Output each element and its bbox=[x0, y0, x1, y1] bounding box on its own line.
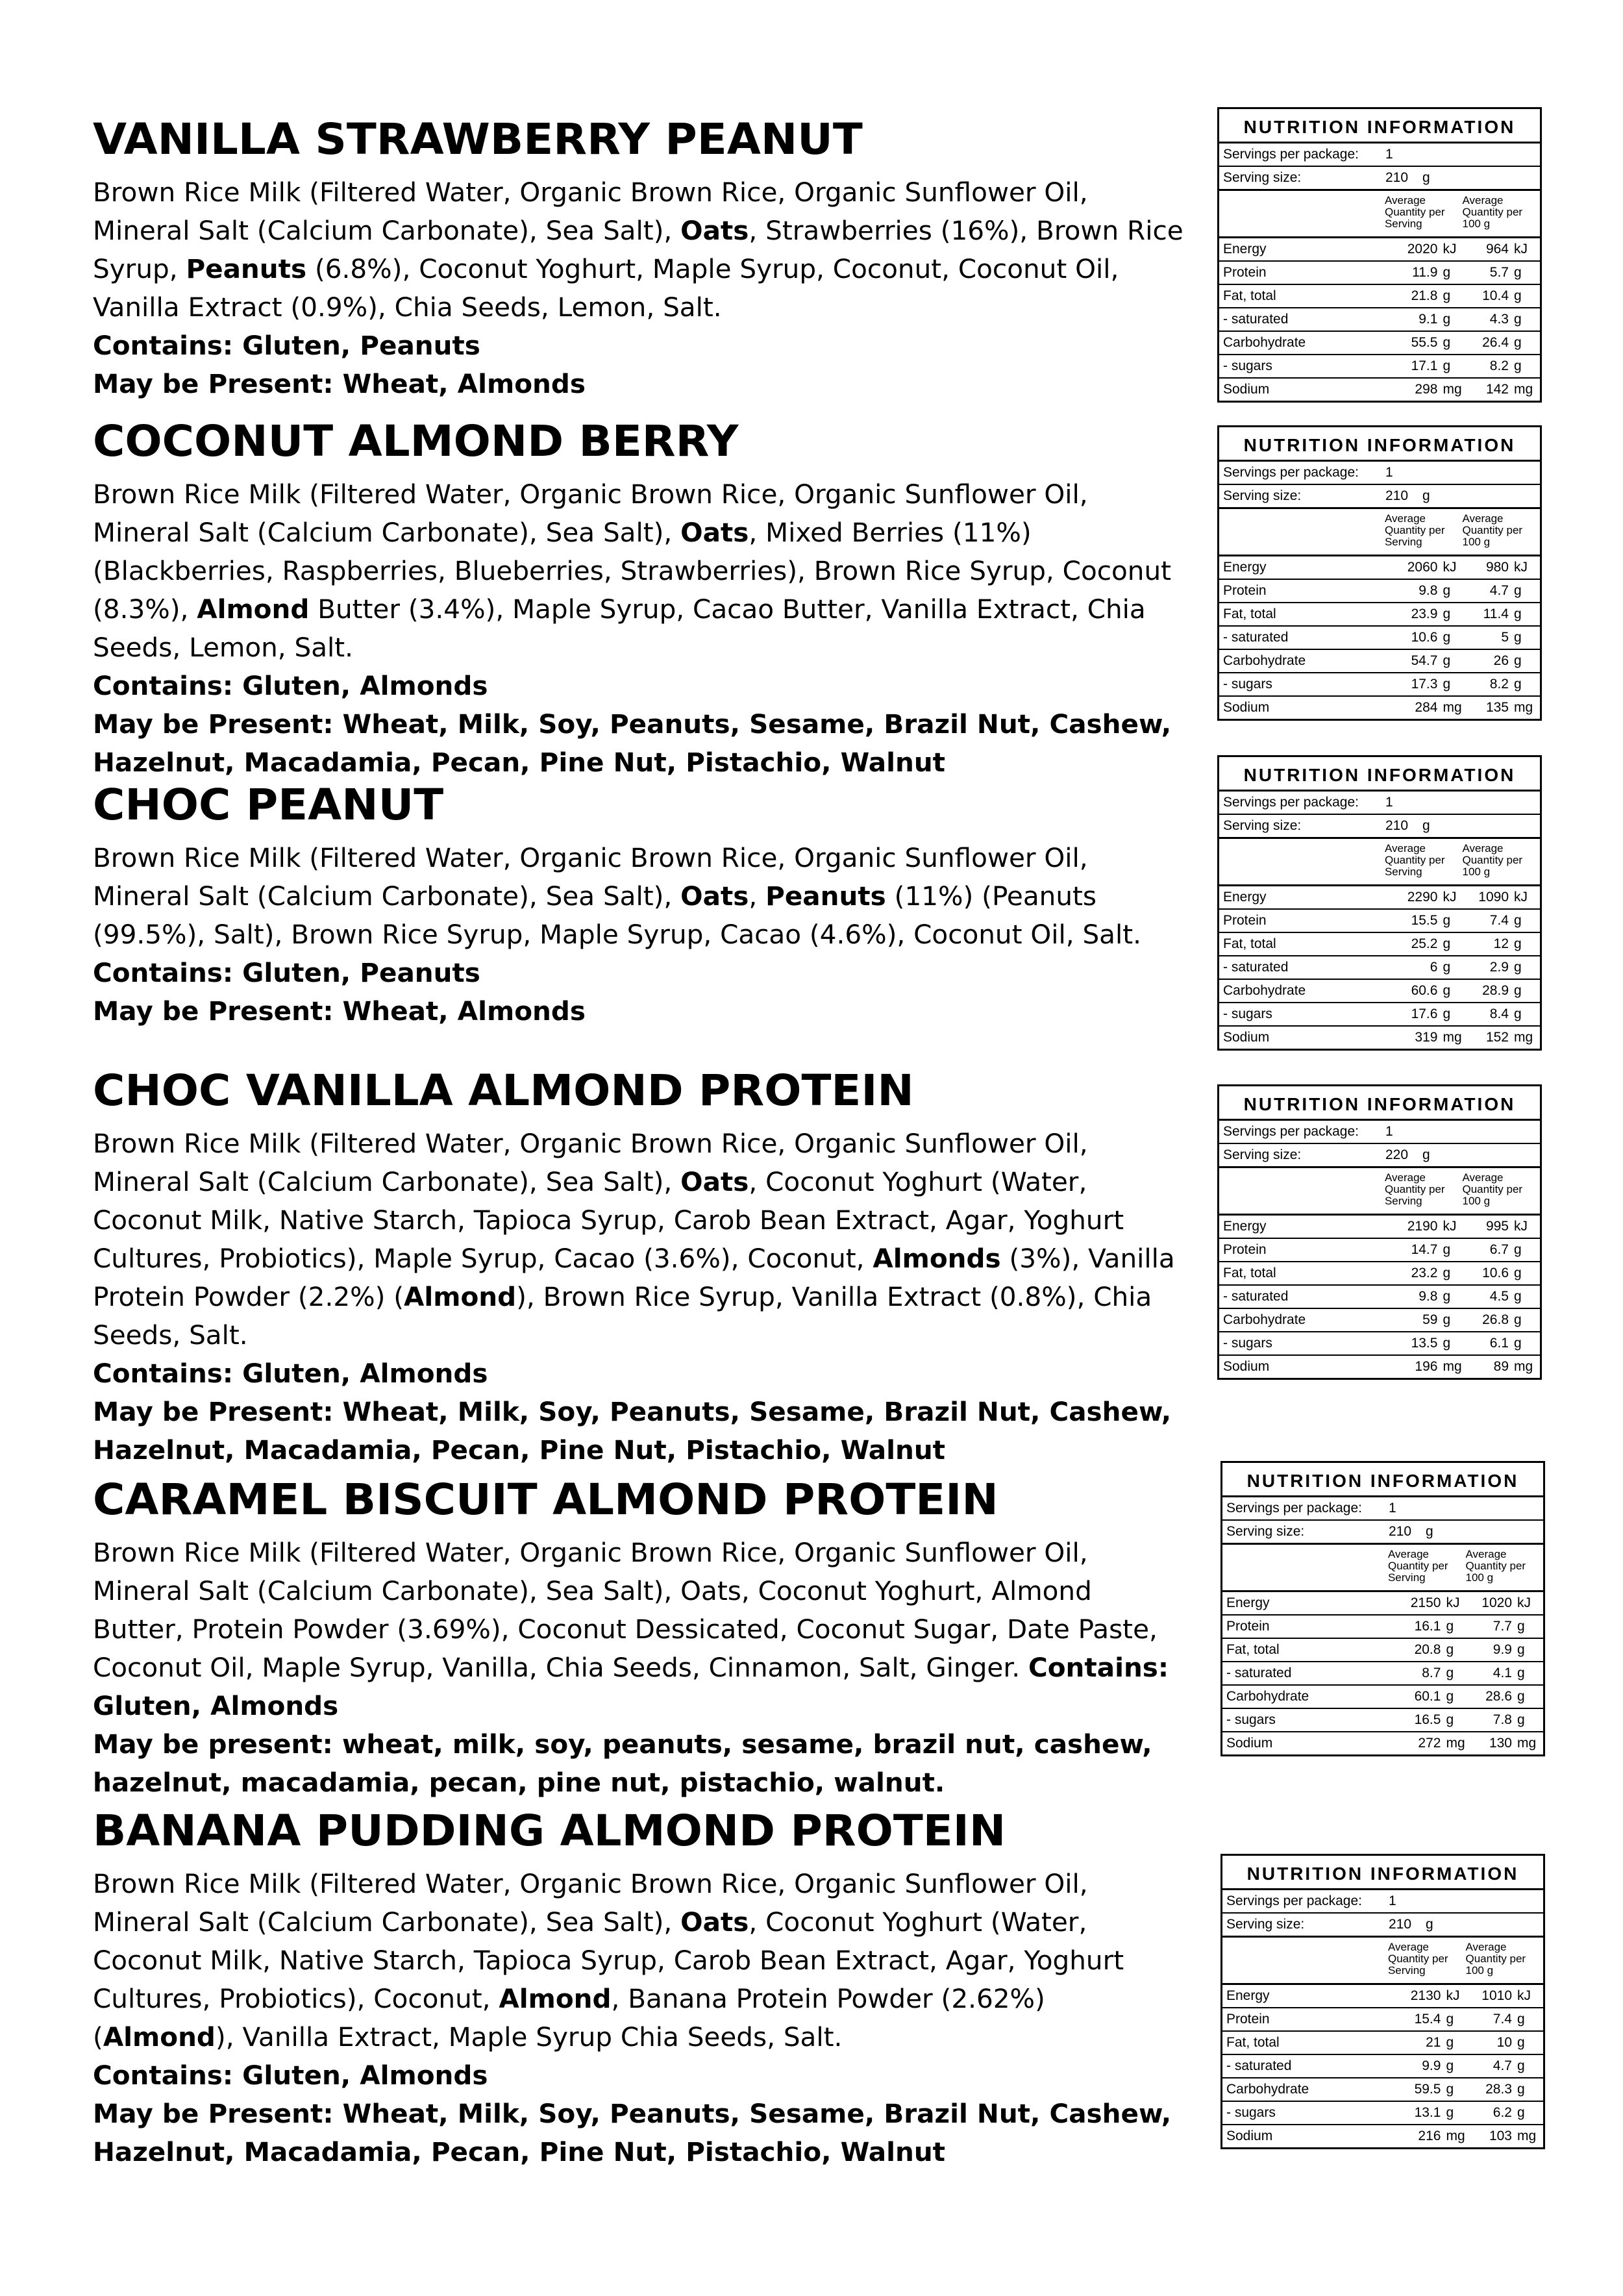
nutrient-name: - sugars bbox=[1223, 358, 1272, 373]
servings-row bbox=[1219, 792, 1540, 815]
per-100g-value: 89 mg bbox=[1493, 1359, 1533, 1374]
per-100g-value: 152 mg bbox=[1485, 1030, 1533, 1045]
nutrient-row bbox=[1219, 238, 1540, 262]
serving-size-unit: g bbox=[1426, 1524, 1433, 1539]
per-serving-value: 23.2 g bbox=[1411, 1266, 1451, 1280]
serving-size-value: 210 bbox=[1389, 1917, 1412, 1932]
nutrient-row bbox=[1219, 1309, 1540, 1332]
nutrient-row bbox=[1219, 1239, 1540, 1262]
per-100g-header: Average Quantity per 100 g bbox=[1462, 194, 1523, 230]
per-100g-value: 1020 kJ bbox=[1481, 1595, 1531, 1610]
nutrient-name: - sugars bbox=[1223, 1006, 1272, 1021]
nutrient-row bbox=[1219, 697, 1540, 719]
nutrient-name: Sodium bbox=[1226, 1736, 1273, 1751]
serving-size-row bbox=[1222, 1521, 1543, 1545]
per-serving-value: 13.1 g bbox=[1414, 2105, 1454, 2120]
nutrition-column-headers bbox=[1222, 1938, 1543, 1985]
per-serving-value: 16.5 g bbox=[1414, 1712, 1454, 1727]
per-100g-value: 9.9 g bbox=[1493, 1642, 1525, 1657]
nutrient-name: Carbohydrate bbox=[1223, 1312, 1306, 1327]
contains-text: Contains: Gluten, Almonds bbox=[93, 670, 488, 701]
per-serving-value: 216 mg bbox=[1418, 2128, 1465, 2143]
per-100g-header: Average Quantity per 100 g bbox=[1462, 1171, 1523, 1207]
per-100g-value: 4.5 g bbox=[1489, 1289, 1522, 1304]
per-100g-value: 4.7 g bbox=[1489, 583, 1522, 598]
per-100g-value: 142 mg bbox=[1485, 382, 1533, 397]
nutrient-name: - saturated bbox=[1226, 2058, 1292, 2073]
nutrient-row bbox=[1219, 886, 1540, 910]
nutrient-name: Protein bbox=[1226, 2012, 1270, 2027]
nutrient-row bbox=[1222, 2078, 1543, 2102]
product-section bbox=[93, 1065, 1183, 1469]
per-serving-value: 2130 kJ bbox=[1410, 1988, 1460, 2003]
serving-size-value: 220 bbox=[1385, 1147, 1409, 1162]
nutrient-name: Carbohydrate bbox=[1226, 1689, 1309, 1704]
servings-value: 1 bbox=[1389, 1501, 1396, 1516]
nutrient-name: Energy bbox=[1223, 560, 1267, 575]
nutrient-row bbox=[1219, 627, 1540, 650]
per-serving-value: 59.5 g bbox=[1414, 2082, 1454, 2097]
nutrition-heading: NUTRITION INFORMATION bbox=[1222, 1856, 1543, 1890]
nutrient-name: Fat, total bbox=[1223, 606, 1276, 621]
ingredients-text: Brown Rice Milk (Filtered Water, Organic Brown Rice, Organic Sunflower Oil, Mineral Salt (Calcium Carbonate), Sea Salt), Oats, Coconut Yoghurt, Almond Butter, Protein Powder (3.69%), Coconut Dessicated, Coconut Sugar, Date Paste, Coconut Oil, Maple Syrup, Vanilla, Chia Seeds, Cinnamon, Salt, Ginger. Contains: Gluten, Almonds bbox=[93, 1537, 1169, 1721]
nutrient-name: Sodium bbox=[1223, 1359, 1270, 1374]
per-100g-value: 7.8 g bbox=[1493, 1712, 1525, 1727]
product-section bbox=[93, 1474, 1183, 1802]
nutrient-row bbox=[1219, 1286, 1540, 1309]
per-serving-value: 9.9 g bbox=[1422, 2058, 1454, 2073]
per-100g-value: 26.4 g bbox=[1482, 335, 1522, 350]
product-section bbox=[93, 416, 1183, 782]
per-serving-value: 59 g bbox=[1422, 1312, 1451, 1327]
nutrient-name: Fat, total bbox=[1226, 1642, 1280, 1657]
per-serving-value: 298 mg bbox=[1415, 382, 1462, 397]
nutrient-name: - saturated bbox=[1223, 312, 1289, 327]
nutrient-name: Protein bbox=[1223, 913, 1267, 928]
nutrient-row bbox=[1219, 1027, 1540, 1049]
ingredients-text: Brown Rice Milk (Filtered Water, Organic Brown Rice, Organic Sunflower Oil, Mineral Salt (Calcium Carbonate), Sea Salt), Oats, Peanuts (11%) (Peanuts (99.5%), Salt), Brown Rice Syrup, Maple Syrup, Cacao (4.6%), Coconut Oil, Salt. bbox=[93, 842, 1141, 950]
per-100g-value: 11.4 g bbox=[1483, 606, 1522, 621]
per-serving-value: 54.7 g bbox=[1411, 653, 1451, 668]
nutrient-name: - sugars bbox=[1223, 677, 1272, 692]
serving-size-row bbox=[1219, 815, 1540, 839]
ingredients-text: Brown Rice Milk (Filtered Water, Organic Brown Rice, Organic Sunflower Oil, Mineral Salt (Calcium Carbonate), Sea Salt), Oats, Coconut Yoghurt (Water, Coconut Milk, Native Starch, Tapioca Syrup, Carob Bean Extract, Agar, Yoghurt Cultures, Probiotics), Maple Syrup, Cacao (3.6%), Coconut, Almonds (3%), Vanilla Protein Powder (2.2%) (Almond), Brown Rice Syrup, Vanilla Extract (0.8%), Chia Seeds, Salt. bbox=[93, 1128, 1175, 1351]
nutrient-name: Energy bbox=[1223, 1219, 1267, 1234]
nutrition-panel bbox=[1220, 1854, 1545, 2149]
per-100g-value: 6.2 g bbox=[1493, 2105, 1525, 2120]
per-100g-value: 6.7 g bbox=[1489, 1242, 1522, 1257]
nutrient-row bbox=[1219, 355, 1540, 379]
product-title: CHOC PEANUT bbox=[93, 780, 444, 830]
product-title: CHOC VANILLA ALMOND PROTEIN bbox=[93, 1066, 914, 1116]
per-serving-value: 23.9 g bbox=[1411, 606, 1451, 621]
may-be-present-text: May be Present: Wheat, Milk, Soy, Peanuts, Sesame, Brazil Nut, Cashew, Hazelnut, Macadamia, Pecan, Pine Nut, Pistachio, Walnut bbox=[93, 1396, 1172, 1466]
per-serving-value: 319 mg bbox=[1415, 1030, 1462, 1045]
servings-row bbox=[1222, 1890, 1543, 1914]
nutrient-name: - saturated bbox=[1226, 1666, 1292, 1680]
nutrition-panel bbox=[1217, 755, 1542, 1051]
nutrient-name: Energy bbox=[1226, 1595, 1270, 1610]
serving-size-row bbox=[1219, 485, 1540, 509]
contains-text: Contains: Gluten, Peanuts bbox=[93, 330, 480, 361]
per-serving-value: 16.1 g bbox=[1414, 1619, 1454, 1634]
per-serving-value: 17.6 g bbox=[1411, 1006, 1451, 1021]
nutrient-name: Fat, total bbox=[1223, 288, 1276, 303]
per-100g-value: 4.1 g bbox=[1493, 1666, 1525, 1680]
per-100g-value: 12 g bbox=[1493, 936, 1522, 951]
nutrient-name: Carbohydrate bbox=[1226, 2082, 1309, 2097]
servings-label: Servings per package: bbox=[1226, 1501, 1362, 1516]
nutrient-row bbox=[1219, 1356, 1540, 1378]
per-serving-value: 25.2 g bbox=[1411, 936, 1451, 951]
nutrition-heading: NUTRITION INFORMATION bbox=[1219, 427, 1540, 462]
per-100g-header: Average Quantity per 100 g bbox=[1465, 1548, 1526, 1584]
per-serving-header: Average Quantity per Serving bbox=[1384, 512, 1445, 548]
nutrient-name: Fat, total bbox=[1223, 1266, 1276, 1280]
per-100g-value: 10.4 g bbox=[1482, 288, 1522, 303]
nutrient-row bbox=[1219, 933, 1540, 956]
serving-size-label: Serving size: bbox=[1226, 1524, 1305, 1539]
per-100g-header: Average Quantity per 100 g bbox=[1465, 1941, 1526, 1977]
nutrient-name: Sodium bbox=[1223, 382, 1270, 397]
per-100g-value: 10.6 g bbox=[1482, 1266, 1522, 1280]
nutrient-name: Carbohydrate bbox=[1223, 983, 1306, 998]
per-serving-value: 2060 kJ bbox=[1407, 560, 1457, 575]
nutrient-name: - saturated bbox=[1223, 960, 1289, 975]
per-100g-value: 1090 kJ bbox=[1478, 890, 1528, 905]
per-serving-value: 17.1 g bbox=[1411, 358, 1451, 373]
nutrition-column-headers bbox=[1219, 509, 1540, 556]
servings-row bbox=[1219, 1121, 1540, 1144]
nutrient-name: Carbohydrate bbox=[1223, 335, 1306, 350]
nutrition-panel bbox=[1220, 1461, 1545, 1756]
nutrient-row bbox=[1222, 1985, 1543, 2008]
servings-label: Servings per package: bbox=[1223, 147, 1359, 162]
nutrient-row bbox=[1219, 1262, 1540, 1286]
nutrient-name: Energy bbox=[1223, 242, 1267, 256]
nutrient-row bbox=[1219, 262, 1540, 285]
nutrient-name: - sugars bbox=[1226, 1712, 1276, 1727]
per-100g-value: 7.7 g bbox=[1493, 1619, 1525, 1634]
nutrient-name: Protein bbox=[1226, 1619, 1270, 1634]
per-100g-value: 26.8 g bbox=[1482, 1312, 1522, 1327]
per-serving-value: 9.8 g bbox=[1419, 1289, 1451, 1304]
product-title: CARAMEL BISCUIT ALMOND PROTEIN bbox=[93, 1475, 998, 1525]
per-100g-value: 28.3 g bbox=[1485, 2082, 1525, 2097]
per-100g-header: Average Quantity per 100 g bbox=[1462, 512, 1523, 548]
nutrient-name: Fat, total bbox=[1226, 2035, 1280, 2050]
contains-text: Contains: Gluten, Almonds bbox=[93, 1358, 488, 1389]
may-be-present-text: May be Present: Wheat, Almonds bbox=[93, 368, 586, 399]
nutrient-row bbox=[1222, 2032, 1543, 2055]
nutrient-row bbox=[1219, 332, 1540, 355]
per-serving-header: Average Quantity per Serving bbox=[1384, 1171, 1445, 1207]
servings-value: 1 bbox=[1385, 795, 1393, 810]
nutrition-panel bbox=[1217, 425, 1542, 721]
per-100g-value: 995 kJ bbox=[1485, 1219, 1528, 1234]
per-serving-value: 10.6 g bbox=[1411, 630, 1451, 645]
product-section bbox=[93, 1805, 1183, 2171]
per-serving-value: 9.8 g bbox=[1419, 583, 1451, 598]
nutrient-name: - saturated bbox=[1223, 1289, 1289, 1304]
per-100g-value: 2.9 g bbox=[1489, 960, 1522, 975]
per-100g-value: 4.7 g bbox=[1493, 2058, 1525, 2073]
nutrition-panel bbox=[1217, 107, 1542, 403]
ingredients-text: Brown Rice Milk (Filtered Water, Organic Brown Rice, Organic Sunflower Oil, Mineral Salt (Calcium Carbonate), Sea Salt), Oats, Strawberries (16%), Brown Rice Syrup, Peanuts (6.8%), Coconut Yoghurt, Maple Syrup, Coconut, Coconut Oil, Vanilla Extract (0.9%), Chia Seeds, Lemon, Salt. bbox=[93, 177, 1183, 323]
per-serving-header: Average Quantity per Serving bbox=[1384, 842, 1445, 878]
nutrient-row bbox=[1222, 2008, 1543, 2032]
servings-row bbox=[1219, 144, 1540, 167]
nutrient-row bbox=[1222, 1732, 1543, 1754]
servings-value: 1 bbox=[1385, 1124, 1393, 1139]
per-100g-value: 26 g bbox=[1493, 653, 1522, 668]
nutrient-row bbox=[1222, 1686, 1543, 1709]
per-serving-value: 21.8 g bbox=[1411, 288, 1451, 303]
servings-label: Servings per package: bbox=[1226, 1893, 1362, 1908]
nutrient-row bbox=[1219, 379, 1540, 401]
serving-size-value: 210 bbox=[1385, 818, 1409, 833]
nutrient-row bbox=[1219, 1332, 1540, 1356]
nutrient-name: - sugars bbox=[1226, 2105, 1276, 2120]
per-100g-value: 5.7 g bbox=[1489, 265, 1522, 280]
serving-size-value: 210 bbox=[1385, 488, 1409, 503]
servings-label: Servings per package: bbox=[1223, 795, 1359, 810]
nutrition-heading: NUTRITION INFORMATION bbox=[1219, 109, 1540, 144]
nutrient-row bbox=[1222, 1662, 1543, 1686]
per-serving-header: Average Quantity per Serving bbox=[1384, 194, 1445, 230]
servings-value: 1 bbox=[1385, 147, 1393, 162]
per-100g-value: 964 kJ bbox=[1485, 242, 1528, 256]
per-serving-value: 15.4 g bbox=[1414, 2012, 1454, 2027]
per-100g-value: 135 mg bbox=[1485, 700, 1533, 715]
serving-size-unit: g bbox=[1426, 1917, 1433, 1932]
per-100g-value: 1010 kJ bbox=[1481, 1988, 1531, 2003]
per-serving-value: 15.5 g bbox=[1411, 913, 1451, 928]
servings-row bbox=[1219, 462, 1540, 485]
nutrient-row bbox=[1222, 1639, 1543, 1662]
nutrition-heading: NUTRITION INFORMATION bbox=[1219, 757, 1540, 792]
per-100g-value: 28.9 g bbox=[1482, 983, 1522, 998]
serving-size-row bbox=[1219, 167, 1540, 191]
may-be-present-text: May be Present: Wheat, Almonds bbox=[93, 995, 586, 1027]
nutrient-row bbox=[1219, 673, 1540, 697]
per-serving-header: Average Quantity per Serving bbox=[1387, 1548, 1448, 1584]
nutrient-row bbox=[1219, 650, 1540, 673]
per-serving-value: 21 g bbox=[1426, 2035, 1454, 2050]
servings-value: 1 bbox=[1385, 465, 1393, 480]
nutrient-row bbox=[1219, 910, 1540, 933]
nutrient-row bbox=[1222, 2102, 1543, 2125]
nutrient-name: Energy bbox=[1223, 890, 1267, 905]
nutrition-panel bbox=[1217, 1084, 1542, 1380]
per-serving-value: 8.7 g bbox=[1422, 1666, 1454, 1680]
nutrition-column-headers bbox=[1219, 191, 1540, 238]
nutrient-row bbox=[1222, 1709, 1543, 1732]
servings-label: Servings per package: bbox=[1223, 1124, 1359, 1139]
nutrient-row bbox=[1222, 2125, 1543, 2147]
nutrient-name: Sodium bbox=[1223, 1030, 1270, 1045]
nutrient-row bbox=[1222, 2055, 1543, 2078]
nutrition-column-headers bbox=[1219, 839, 1540, 886]
per-100g-header: Average Quantity per 100 g bbox=[1462, 842, 1523, 878]
nutrient-row bbox=[1219, 603, 1540, 627]
per-100g-value: 130 mg bbox=[1489, 1736, 1537, 1751]
nutrient-name: Protein bbox=[1223, 265, 1267, 280]
per-serving-value: 6 g bbox=[1430, 960, 1451, 975]
product-title: BANANA PUDDING ALMOND PROTEIN bbox=[93, 1806, 1006, 1856]
ingredients-text: Brown Rice Milk (Filtered Water, Organic Brown Rice, Organic Sunflower Oil, Mineral Salt (Calcium Carbonate), Sea Salt), Oats, Mixed Berries (11%) (Blackberries, Raspberries, Blueberries, Strawberries), Brown Rice Syrup, Coconut (8.3%), Almond Butter (3.4%), Maple Syrup, Cacao Butter, Vanilla Extract, Chia Seeds, Lemon, Salt. bbox=[93, 479, 1171, 663]
per-serving-value: 14.7 g bbox=[1411, 1242, 1451, 1257]
product-section bbox=[93, 114, 1183, 403]
per-100g-value: 28.6 g bbox=[1485, 1689, 1525, 1704]
per-100g-value: 8.4 g bbox=[1489, 1006, 1522, 1021]
per-100g-value: 7.4 g bbox=[1493, 2012, 1525, 2027]
serving-size-unit: g bbox=[1422, 1147, 1430, 1162]
nutrition-heading: NUTRITION INFORMATION bbox=[1222, 1463, 1543, 1497]
nutrient-name: Sodium bbox=[1223, 700, 1270, 715]
nutrient-row bbox=[1219, 980, 1540, 1003]
per-100g-value: 4.3 g bbox=[1489, 312, 1522, 327]
nutrient-name: Protein bbox=[1223, 1242, 1267, 1257]
ingredients-text: Brown Rice Milk (Filtered Water, Organic Brown Rice, Organic Sunflower Oil, Mineral Salt (Calcium Carbonate), Sea Salt), Oats, Coconut Yoghurt (Water, Coconut Milk, Native Starch, Tapioca Syrup, Carob Bean Extract, Agar, Yoghurt Cultures, Probiotics), Coconut, Almond, Banana Protein Powder (2.62%) (Almond), Vanilla Extract, Maple Syrup Chia Seeds, Salt. bbox=[93, 1868, 1124, 2053]
nutrient-row bbox=[1219, 1216, 1540, 1239]
per-100g-value: 5 g bbox=[1501, 630, 1522, 645]
nutrition-column-headers bbox=[1222, 1545, 1543, 1592]
product-title: COCONUT ALMOND BERRY bbox=[93, 416, 739, 466]
per-100g-value: 103 mg bbox=[1489, 2128, 1537, 2143]
nutrient-name: - saturated bbox=[1223, 630, 1289, 645]
per-serving-value: 60.6 g bbox=[1411, 983, 1451, 998]
serving-size-unit: g bbox=[1422, 170, 1430, 185]
per-100g-value: 6.1 g bbox=[1489, 1336, 1522, 1351]
serving-size-label: Serving size: bbox=[1223, 1147, 1302, 1162]
per-serving-value: 9.1 g bbox=[1419, 312, 1451, 327]
per-100g-value: 8.2 g bbox=[1489, 358, 1522, 373]
nutrient-name: - sugars bbox=[1223, 1336, 1272, 1351]
per-serving-value: 11.9 g bbox=[1412, 265, 1451, 280]
servings-value: 1 bbox=[1389, 1893, 1396, 1908]
may-be-present-text: May be Present: Wheat, Milk, Soy, Peanuts, Sesame, Brazil Nut, Cashew, Hazelnut, Macadamia, Pecan, Pine Nut, Pistachio, Walnut bbox=[93, 708, 1172, 778]
per-serving-header: Average Quantity per Serving bbox=[1387, 1941, 1448, 1977]
per-serving-value: 60.1 g bbox=[1414, 1689, 1454, 1704]
servings-label: Servings per package: bbox=[1223, 465, 1359, 480]
serving-size-label: Serving size: bbox=[1223, 170, 1302, 185]
nutrient-row bbox=[1219, 556, 1540, 580]
nutrient-name: Protein bbox=[1223, 583, 1267, 598]
nutrient-row bbox=[1222, 1592, 1543, 1616]
product-section bbox=[93, 779, 1183, 1030]
per-serving-value: 2290 kJ bbox=[1407, 890, 1457, 905]
nutrient-row bbox=[1222, 1616, 1543, 1639]
nutrient-row bbox=[1219, 308, 1540, 332]
serving-size-label: Serving size: bbox=[1223, 818, 1302, 833]
per-serving-value: 2150 kJ bbox=[1410, 1595, 1460, 1610]
serving-size-label: Serving size: bbox=[1223, 488, 1302, 503]
product-title: VANILLA STRAWBERRY PEANUT bbox=[93, 114, 863, 164]
per-serving-value: 13.5 g bbox=[1411, 1336, 1451, 1351]
per-serving-value: 284 mg bbox=[1415, 700, 1462, 715]
serving-size-unit: g bbox=[1422, 818, 1430, 833]
nutrition-heading: NUTRITION INFORMATION bbox=[1219, 1086, 1540, 1121]
serving-size-unit: g bbox=[1422, 488, 1430, 503]
serving-size-row bbox=[1222, 1914, 1543, 1938]
per-serving-value: 272 mg bbox=[1418, 1736, 1465, 1751]
nutrition-column-headers bbox=[1219, 1168, 1540, 1216]
per-100g-value: 10 g bbox=[1496, 2035, 1525, 2050]
serving-size-value: 210 bbox=[1385, 170, 1409, 185]
nutrient-row bbox=[1219, 580, 1540, 603]
contains-text: Contains: Gluten, Almonds bbox=[93, 2060, 488, 2091]
may-be-present-text: May be Present: Wheat, Milk, Soy, Peanuts, Sesame, Brazil Nut, Cashew, Hazelnut, Macadamia, Pecan, Pine Nut, Pistachio, Walnut bbox=[93, 2098, 1172, 2167]
per-serving-value: 2190 kJ bbox=[1407, 1219, 1457, 1234]
nutrient-name: Energy bbox=[1226, 1988, 1270, 2003]
may-be-present-text: May be present: wheat, milk, soy, peanuts, sesame, brazil nut, cashew, hazelnut, macadamia, pecan, pine nut, pistachio, walnut. bbox=[93, 1728, 1152, 1798]
per-serving-value: 196 mg bbox=[1415, 1359, 1462, 1374]
nutrient-name: Carbohydrate bbox=[1223, 653, 1306, 668]
nutrient-row bbox=[1219, 956, 1540, 980]
per-serving-value: 2020 kJ bbox=[1407, 242, 1457, 256]
serving-size-value: 210 bbox=[1389, 1524, 1412, 1539]
per-100g-value: 7.4 g bbox=[1489, 913, 1522, 928]
nutrient-name: Sodium bbox=[1226, 2128, 1273, 2143]
per-serving-value: 55.5 g bbox=[1411, 335, 1451, 350]
per-serving-value: 20.8 g bbox=[1414, 1642, 1454, 1657]
per-100g-value: 980 kJ bbox=[1485, 560, 1528, 575]
nutrient-row bbox=[1219, 1003, 1540, 1027]
nutrient-name: Fat, total bbox=[1223, 936, 1276, 951]
per-serving-value: 17.3 g bbox=[1411, 677, 1451, 692]
contains-text: Contains: Gluten, Peanuts bbox=[93, 957, 480, 988]
per-100g-value: 8.2 g bbox=[1489, 677, 1522, 692]
serving-size-row bbox=[1219, 1144, 1540, 1168]
nutrient-row bbox=[1219, 285, 1540, 308]
serving-size-label: Serving size: bbox=[1226, 1917, 1305, 1932]
servings-row bbox=[1222, 1497, 1543, 1521]
